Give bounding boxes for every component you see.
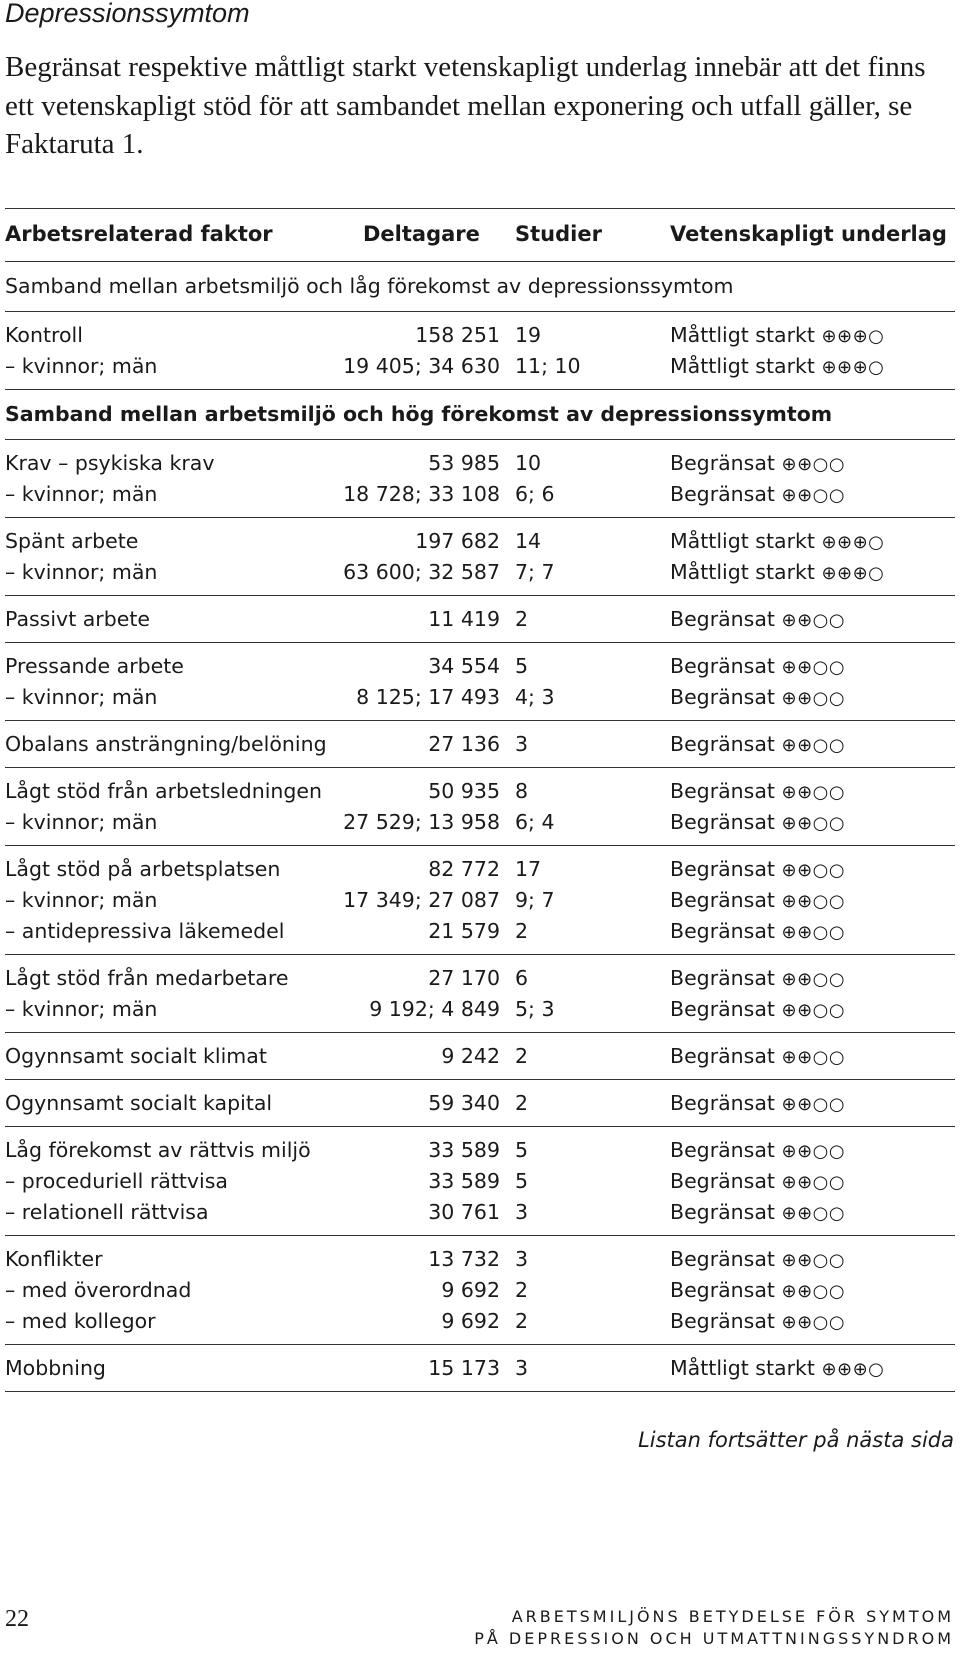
row-group — [5, 846, 955, 955]
header-factor: Arbetsrelaterad faktor — [5, 222, 273, 246]
cell-factor: Spänt arbete — [5, 529, 139, 553]
cell-evidence — [670, 1169, 845, 1193]
cell-studies: 8 — [515, 779, 529, 803]
cell-factor: – kvinnor; män — [5, 560, 158, 584]
cell-evidence — [670, 451, 845, 475]
evidence-grade-symbols: ⊕⊕⊕○ — [821, 532, 885, 553]
cell-participants: 13 732 — [428, 1247, 500, 1271]
cell-factor: Ogynnsamt socialt klimat — [5, 1044, 267, 1068]
table-row — [5, 855, 955, 886]
cell-participants: 17 349; 27 087 — [343, 888, 500, 912]
cell-evidence — [670, 857, 845, 881]
evidence-grade-symbols: ⊕⊕○○ — [781, 735, 846, 756]
evidence-level-text: Begränsat — [670, 1309, 775, 1333]
cell-studies: 2 — [515, 1091, 529, 1115]
table-row — [5, 730, 955, 761]
cell-participants: 59 340 — [428, 1091, 500, 1115]
evidence-level-text: Begränsat — [670, 779, 775, 803]
cell-evidence — [670, 810, 845, 834]
cell-evidence — [670, 685, 845, 709]
table-row — [5, 558, 955, 589]
row-group — [5, 440, 955, 518]
evidence-level-text: Begränsat — [670, 685, 775, 709]
evidence-grade-symbols: ⊕⊕○○ — [781, 657, 846, 678]
table-row — [5, 1136, 955, 1167]
table-row — [5, 777, 955, 808]
cell-factor: Obalans ansträngning/belöning — [5, 732, 327, 756]
cell-studies: 4; 3 — [515, 685, 555, 709]
cell-studies: 5 — [515, 1138, 529, 1162]
evidence-grade-symbols: ⊕⊕○○ — [781, 1141, 846, 1162]
cell-evidence — [670, 560, 884, 584]
cell-factor: Pressande arbete — [5, 654, 184, 678]
header-studies: Studier — [515, 222, 602, 246]
evidence-level-text: Begränsat — [670, 919, 775, 943]
table-row — [5, 995, 955, 1026]
cell-studies: 9; 7 — [515, 888, 555, 912]
evidence-level-text: Begränsat — [670, 1247, 775, 1271]
cell-factor: – kvinnor; män — [5, 997, 158, 1021]
evidence-level-text: Begränsat — [670, 997, 775, 1021]
evidence-grade-symbols: ⊕⊕○○ — [781, 454, 846, 475]
row-group — [5, 1236, 955, 1345]
row-group — [5, 955, 955, 1033]
section-header — [5, 390, 955, 440]
evidence-level-text: Begränsat — [670, 857, 775, 881]
section-title: Samband mellan arbetsmiljö och låg förekomst av depressionssymtom — [5, 274, 734, 298]
cell-studies: 2 — [515, 607, 529, 631]
running-title-line-2: PÅ DEPRESSION OCH UTMATTNINGSSYNDROM — [474, 1629, 954, 1648]
page-heading: Depressionssymtom — [5, 0, 250, 28]
cell-participants: 33 589 — [428, 1138, 500, 1162]
cell-studies: 3 — [515, 732, 529, 756]
evidence-level-text: Begränsat — [670, 1169, 775, 1193]
evidence-level-text: Begränsat — [670, 810, 775, 834]
row-group — [5, 1033, 955, 1080]
cell-studies: 5 — [515, 1169, 529, 1193]
cell-participants: 82 772 — [428, 857, 500, 881]
evidence-grade-symbols: ⊕⊕○○ — [781, 969, 846, 990]
cell-participants: 11 419 — [428, 607, 500, 631]
cell-studies: 10 — [515, 451, 542, 475]
cell-studies: 3 — [515, 1356, 529, 1380]
cell-evidence — [670, 354, 884, 378]
evidence-grade-symbols: ⊕⊕○○ — [781, 1281, 846, 1302]
evidence-grade-symbols: ⊕⊕○○ — [781, 891, 846, 912]
header-participants: Deltagare — [363, 222, 480, 246]
evidence-grade-symbols: ⊕⊕○○ — [781, 922, 846, 943]
table-body — [5, 262, 955, 1392]
evidence-grade-symbols: ⊕⊕○○ — [781, 1094, 846, 1115]
evidence-grade-symbols: ⊕⊕○○ — [781, 485, 846, 506]
table-row — [5, 1276, 955, 1307]
cell-participants: 8 125; 17 493 — [356, 685, 500, 709]
running-title-line-1: ARBETSMILJÖNS BETYDELSE FÖR SYMTOM — [511, 1607, 954, 1626]
evidence-grade-symbols: ⊕⊕○○ — [781, 860, 846, 881]
cell-factor: Lågt stöd på arbetsplatsen — [5, 857, 281, 881]
cell-studies: 5; 3 — [515, 997, 555, 1021]
cell-participants: 63 600; 32 587 — [343, 560, 500, 584]
cell-evidence — [670, 654, 845, 678]
table-header-row — [5, 208, 955, 262]
cell-evidence — [670, 529, 884, 553]
cell-factor: Mobbning — [5, 1356, 106, 1380]
row-group — [5, 768, 955, 846]
evidence-grade-symbols: ⊕⊕○○ — [781, 813, 846, 834]
evidence-grade-symbols: ⊕⊕○○ — [781, 1172, 846, 1193]
cell-evidence — [670, 997, 845, 1021]
page-number: 22 — [5, 1606, 29, 1632]
section-title: Samband mellan arbetsmiljö och hög förekomst av depressionssymtom — [5, 402, 833, 426]
cell-studies: 19 — [515, 323, 542, 347]
cell-studies: 5 — [515, 654, 529, 678]
evidence-level-text: Begränsat — [670, 654, 775, 678]
cell-factor: – med överordnad — [5, 1278, 192, 1302]
cell-participants: 19 405; 34 630 — [343, 354, 500, 378]
cell-evidence — [670, 732, 845, 756]
cell-studies: 6; 6 — [515, 482, 555, 506]
evidence-table — [5, 208, 955, 1392]
table-row — [5, 449, 955, 480]
table-row — [5, 1198, 955, 1229]
evidence-grade-symbols: ⊕⊕⊕○ — [821, 357, 885, 378]
cell-studies: 6; 4 — [515, 810, 555, 834]
table-row — [5, 917, 955, 948]
cell-evidence — [670, 888, 845, 912]
evidence-level-text: Måttligt starkt — [670, 529, 815, 553]
table-row — [5, 964, 955, 995]
evidence-grade-symbols: ⊕⊕⊕○ — [821, 1359, 885, 1380]
evidence-level-text: Begränsat — [670, 607, 775, 631]
cell-factor: Lågt stöd från medarbetare — [5, 966, 289, 990]
table-row — [5, 352, 955, 383]
evidence-grade-symbols: ⊕⊕○○ — [781, 1000, 846, 1021]
evidence-level-text: Måttligt starkt — [670, 1356, 815, 1380]
cell-factor: – kvinnor; män — [5, 482, 158, 506]
cell-factor: – proceduriell rättvisa — [5, 1169, 228, 1193]
table-row — [5, 480, 955, 511]
cell-evidence — [670, 1247, 845, 1271]
cell-participants: 197 682 — [415, 529, 500, 553]
cell-participants: 53 985 — [428, 451, 500, 475]
cell-participants: 50 935 — [428, 779, 500, 803]
cell-studies: 2 — [515, 1309, 529, 1333]
table-row — [5, 652, 955, 683]
cell-evidence — [670, 1091, 845, 1115]
evidence-level-text: Måttligt starkt — [670, 560, 815, 584]
cell-participants: 27 529; 13 958 — [343, 810, 500, 834]
row-group — [5, 518, 955, 596]
evidence-level-text: Begränsat — [670, 1278, 775, 1302]
table-row — [5, 1167, 955, 1198]
section-header — [5, 262, 955, 312]
cell-factor: – relationell rättvisa — [5, 1200, 209, 1224]
header-evidence: Vetenskapligt underlag — [670, 222, 947, 246]
continuation-note: Listan fortsätter på nästa sida — [638, 1428, 954, 1452]
cell-factor: – med kollegor — [5, 1309, 156, 1333]
row-group — [5, 312, 955, 390]
cell-participants: 33 589 — [428, 1169, 500, 1193]
table-row — [5, 1089, 955, 1120]
cell-participants: 34 554 — [428, 654, 500, 678]
cell-participants: 18 728; 33 108 — [343, 482, 500, 506]
cell-evidence — [670, 919, 845, 943]
evidence-grade-symbols: ⊕⊕○○ — [781, 1250, 846, 1271]
evidence-level-text: Måttligt starkt — [670, 323, 815, 347]
cell-participants: 9 192; 4 849 — [369, 997, 500, 1021]
cell-evidence — [670, 1044, 845, 1068]
cell-participants: 9 692 — [441, 1309, 500, 1333]
cell-participants: 9 242 — [441, 1044, 500, 1068]
cell-studies: 2 — [515, 919, 529, 943]
cell-evidence — [670, 482, 845, 506]
evidence-level-text: Begränsat — [670, 732, 775, 756]
evidence-level-text: Begränsat — [670, 888, 775, 912]
running-title — [474, 1606, 954, 1650]
evidence-level-text: Begränsat — [670, 1091, 775, 1115]
cell-participants: 21 579 — [428, 919, 500, 943]
cell-factor: Konflikter — [5, 1247, 103, 1271]
cell-factor: Lågt stöd från arbetsledningen — [5, 779, 323, 803]
cell-studies: 2 — [515, 1044, 529, 1068]
cell-evidence — [670, 1309, 845, 1333]
evidence-level-text: Begränsat — [670, 1200, 775, 1224]
cell-participants: 27 136 — [428, 732, 500, 756]
cell-participants: 27 170 — [428, 966, 500, 990]
evidence-level-text: Begränsat — [670, 451, 775, 475]
cell-evidence — [670, 1200, 845, 1224]
cell-participants: 9 692 — [441, 1278, 500, 1302]
cell-evidence — [670, 1138, 845, 1162]
cell-factor: – kvinnor; män — [5, 888, 158, 912]
cell-factor: – antidepressiva läkemedel — [5, 919, 285, 943]
evidence-grade-symbols: ⊕⊕○○ — [781, 688, 846, 709]
table-row — [5, 1245, 955, 1276]
cell-factor: Kontroll — [5, 323, 83, 347]
cell-participants: 30 761 — [428, 1200, 500, 1224]
table-row — [5, 1307, 955, 1338]
cell-evidence — [670, 607, 845, 631]
row-group — [5, 596, 955, 643]
evidence-level-text: Måttligt starkt — [670, 354, 815, 378]
evidence-grade-symbols: ⊕⊕○○ — [781, 782, 846, 803]
cell-evidence — [670, 323, 884, 347]
table-row — [5, 886, 955, 917]
evidence-grade-symbols: ⊕⊕○○ — [781, 610, 846, 631]
cell-studies: 3 — [515, 1247, 529, 1271]
cell-factor: – kvinnor; män — [5, 810, 158, 834]
table-row — [5, 683, 955, 714]
cell-factor: Låg förekomst av rättvis miljö — [5, 1138, 311, 1162]
row-group — [5, 1345, 955, 1392]
row-group — [5, 721, 955, 768]
cell-evidence — [670, 1356, 884, 1380]
evidence-level-text: Begränsat — [670, 1044, 775, 1068]
cell-factor: Krav – psykiska krav — [5, 451, 215, 475]
row-group — [5, 1080, 955, 1127]
evidence-grade-symbols: ⊕⊕○○ — [781, 1312, 846, 1333]
evidence-grade-symbols: ⊕⊕○○ — [781, 1203, 846, 1224]
row-group — [5, 1127, 955, 1236]
cell-factor: – kvinnor; män — [5, 354, 158, 378]
cell-studies: 14 — [515, 529, 542, 553]
evidence-grade-symbols: ⊕⊕○○ — [781, 1047, 846, 1068]
cell-studies: 11; 10 — [515, 354, 581, 378]
cell-studies: 7; 7 — [515, 560, 555, 584]
table-row — [5, 605, 955, 636]
cell-studies: 17 — [515, 857, 542, 881]
table-row — [5, 321, 955, 352]
evidence-grade-symbols: ⊕⊕⊕○ — [821, 326, 885, 347]
row-group — [5, 643, 955, 721]
intro-paragraph: Begränsat respektive måttligt starkt vetenskapligt underlag innebär att det finns ett vetenskapligt stöd för att sambandet mellan exponering och utfall gäller, se Faktaruta 1. — [5, 51, 926, 160]
cell-evidence — [670, 966, 845, 990]
cell-studies: 3 — [515, 1200, 529, 1224]
cell-participants: 15 173 — [428, 1356, 500, 1380]
cell-factor: Passivt arbete — [5, 607, 151, 631]
evidence-level-text: Begränsat — [670, 482, 775, 506]
cell-evidence — [670, 1278, 845, 1302]
table-row — [5, 1042, 955, 1073]
table-row — [5, 808, 955, 839]
table-row — [5, 527, 955, 558]
cell-participants: 158 251 — [415, 323, 500, 347]
evidence-grade-symbols: ⊕⊕⊕○ — [821, 563, 885, 584]
evidence-level-text: Begränsat — [670, 966, 775, 990]
cell-studies: 6 — [515, 966, 529, 990]
cell-factor: – kvinnor; män — [5, 685, 158, 709]
cell-studies: 2 — [515, 1278, 529, 1302]
evidence-level-text: Begränsat — [670, 1138, 775, 1162]
cell-factor: Ogynnsamt socialt kapital — [5, 1091, 273, 1115]
table-row — [5, 1354, 955, 1385]
cell-evidence — [670, 779, 845, 803]
